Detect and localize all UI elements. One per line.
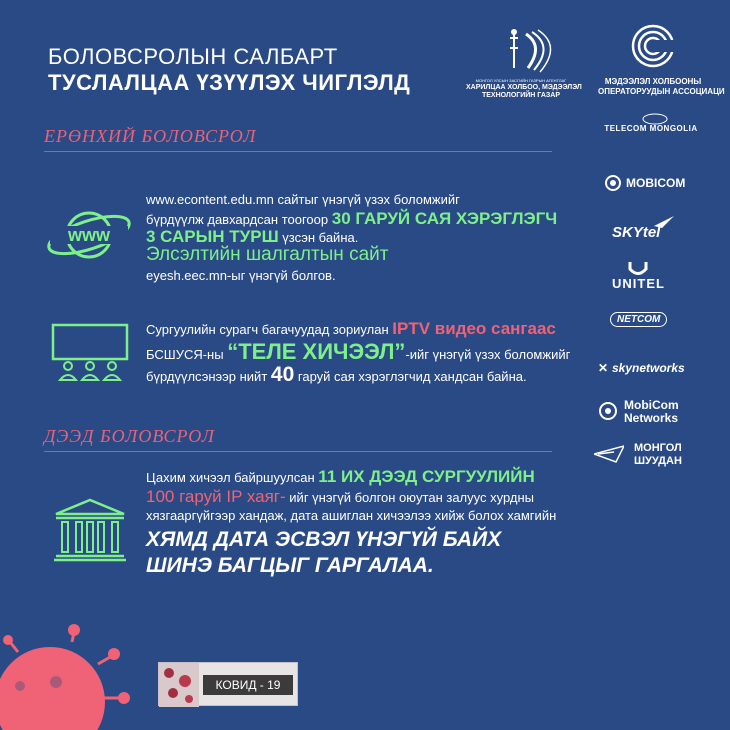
operator-skytel (612, 216, 692, 242)
general-block2-ministry-text: БСШУСЯ-ны (146, 347, 224, 362)
operator-unitel (612, 262, 692, 290)
association-logo-name-1: МЭДЭЭЛЭЛ ХОЛБООНЫ (604, 77, 702, 86)
general-block2-line2-text: -ийг үнэгүй үзэх боломжийг (405, 347, 571, 362)
higher-ip-highlight: 100 гаруй IP хаяг- (146, 487, 286, 506)
association-logo-name-2: ОПЕРАТОРУУДЫН АССОЦИАЦИ (598, 86, 725, 96)
general-block2-line3-text: бүрдүүлсэнээр нийт (146, 369, 268, 384)
general-block2-line3-tail: гаруй сая хэрэглэгчид хандсан байна. (297, 369, 527, 384)
higher-line2 (146, 486, 534, 507)
page-title-line1: БОЛОВСРОЛЫН САЛБАРТ (48, 44, 338, 69)
virus-decoration-icon (0, 612, 150, 730)
higher-line2-text: ийг үнэгүй болгон оюутан залуус хурдны (289, 490, 534, 505)
covid-badge (158, 662, 298, 706)
ministry-emblem-icon (466, 24, 576, 76)
general-block2-line1 (146, 318, 556, 339)
ministry-logo-name-1: ХАРИЛЦАА ХОЛБОО, МЭДЭЭЛЭЛ (466, 83, 582, 91)
operator-mobicom-networks (598, 396, 708, 426)
covid-cells-icon (159, 663, 199, 707)
association-logo (598, 22, 725, 96)
netcom-name: NETCOM (610, 312, 667, 327)
unitel-name: UNITEL (612, 276, 665, 291)
mobicom-logo-icon (604, 174, 622, 192)
tv-classroom-icon (50, 322, 130, 384)
operator-netcom (610, 312, 700, 336)
covid-badge-label: КОВИД - 19 (203, 675, 293, 695)
telecom-mongolia-name: TELECOM MONGOLIA (604, 124, 698, 133)
association-emblem-icon (598, 22, 708, 72)
ministry-logo (466, 24, 582, 100)
general-block1-line5: eyesh.eec.mn-ыг үнэгүй болгов. (146, 268, 336, 283)
general-block2-iptv-highlight: IPTV видео сангаас (392, 319, 556, 338)
mobicom-networks-name-2: Networks (624, 411, 679, 425)
general-block1-line1: www.econtent.edu.mn сайтыг үнэгүй үзэх боломжийг (146, 192, 460, 207)
telecom-mongolia-logo-icon (640, 112, 670, 126)
mongol-post-logo-icon (594, 444, 624, 464)
mongol-post-name-2: ШУУДАН (634, 455, 682, 467)
ministry-logo-name-2: ТЕХНОЛОГИЙН ГАЗАР (481, 92, 561, 100)
higher-line1 (146, 466, 535, 487)
section-title-general: ЕРӨНХИЙ БОЛОВСРОЛ (44, 126, 257, 146)
general-block2-line1-text: Сургуулийн сурагч багачуудад зориулан (146, 322, 389, 337)
mongol-post-name-1: МОНГОЛ (634, 442, 682, 454)
higher-universities-highlight: 11 ИХ ДЭЭД СУРГУУЛИЙН (318, 467, 535, 486)
ministry-logo-sub: МОНГОЛ УЛСЫН ЗАСГИЙН ГАЗРЫН АГЕНТЛАГ (475, 78, 567, 83)
operator-mongol-post (594, 440, 704, 470)
general-block2-count-highlight: 40 (270, 363, 295, 386)
operator-telecom-mongolia (596, 114, 706, 133)
page-title-line2: ТУСЛАЛЦАА ҮЗҮҮЛЭХ ЧИГЛЭЛД (48, 70, 411, 95)
skynetworks-name: skynetworks (612, 361, 685, 375)
higher-line5: ШИНЭ БАГЦЫГ ГАРГАЛАА. (146, 554, 434, 577)
mobicom-networks-name-1: MobiCom (624, 398, 679, 412)
section-divider-general (44, 151, 552, 152)
general-block1-period-highlight: 3 САРЫН ТУРШ (146, 227, 279, 246)
unitel-logo-icon (628, 262, 648, 276)
higher-line3: хязгааргүйгээр хандаж, дата ашиглан хичээлээ хийж болох хамгийн (146, 508, 557, 523)
mobicom-networks-logo-icon (598, 401, 618, 421)
higher-line4: ХЯМД ДАТА ЭСВЭЛ ҮНЭГҮЙ БАЙХ (146, 528, 502, 551)
mobicom-name: MOBICOM (626, 176, 686, 190)
section-title-higher: ДЭЭД БОЛОВСРОЛ (44, 426, 215, 446)
operator-skynetworks (598, 360, 708, 378)
university-building-icon (52, 498, 128, 562)
operator-mobicom (604, 174, 704, 192)
general-block1-line3-text: үзсэн байна. (282, 230, 359, 245)
skytel-name: SKYtel (612, 224, 661, 241)
general-block2-line3 (146, 362, 527, 388)
section-divider-higher (44, 451, 552, 452)
www-globe-icon (44, 204, 134, 266)
www-icon-label: www (67, 225, 111, 245)
higher-line1-text: Цахим хичээл байршуулсан (146, 470, 315, 485)
skynetworks-x-icon: ✕ (598, 361, 609, 375)
general-block1-users-highlight: 30 ГАРУЙ САЯ ХЭРЭГЛЭГЧ (331, 209, 558, 228)
general-block1-line2-text: бүрдүүлж давхардсан тоогоор (146, 212, 329, 227)
general-block1-exam-site: Элсэлтийн шалгалтын сайт (146, 244, 389, 265)
general-block2-tele-lesson-highlight: “ТЕЛЕ ХИЧЭЭЛ” (227, 339, 406, 364)
